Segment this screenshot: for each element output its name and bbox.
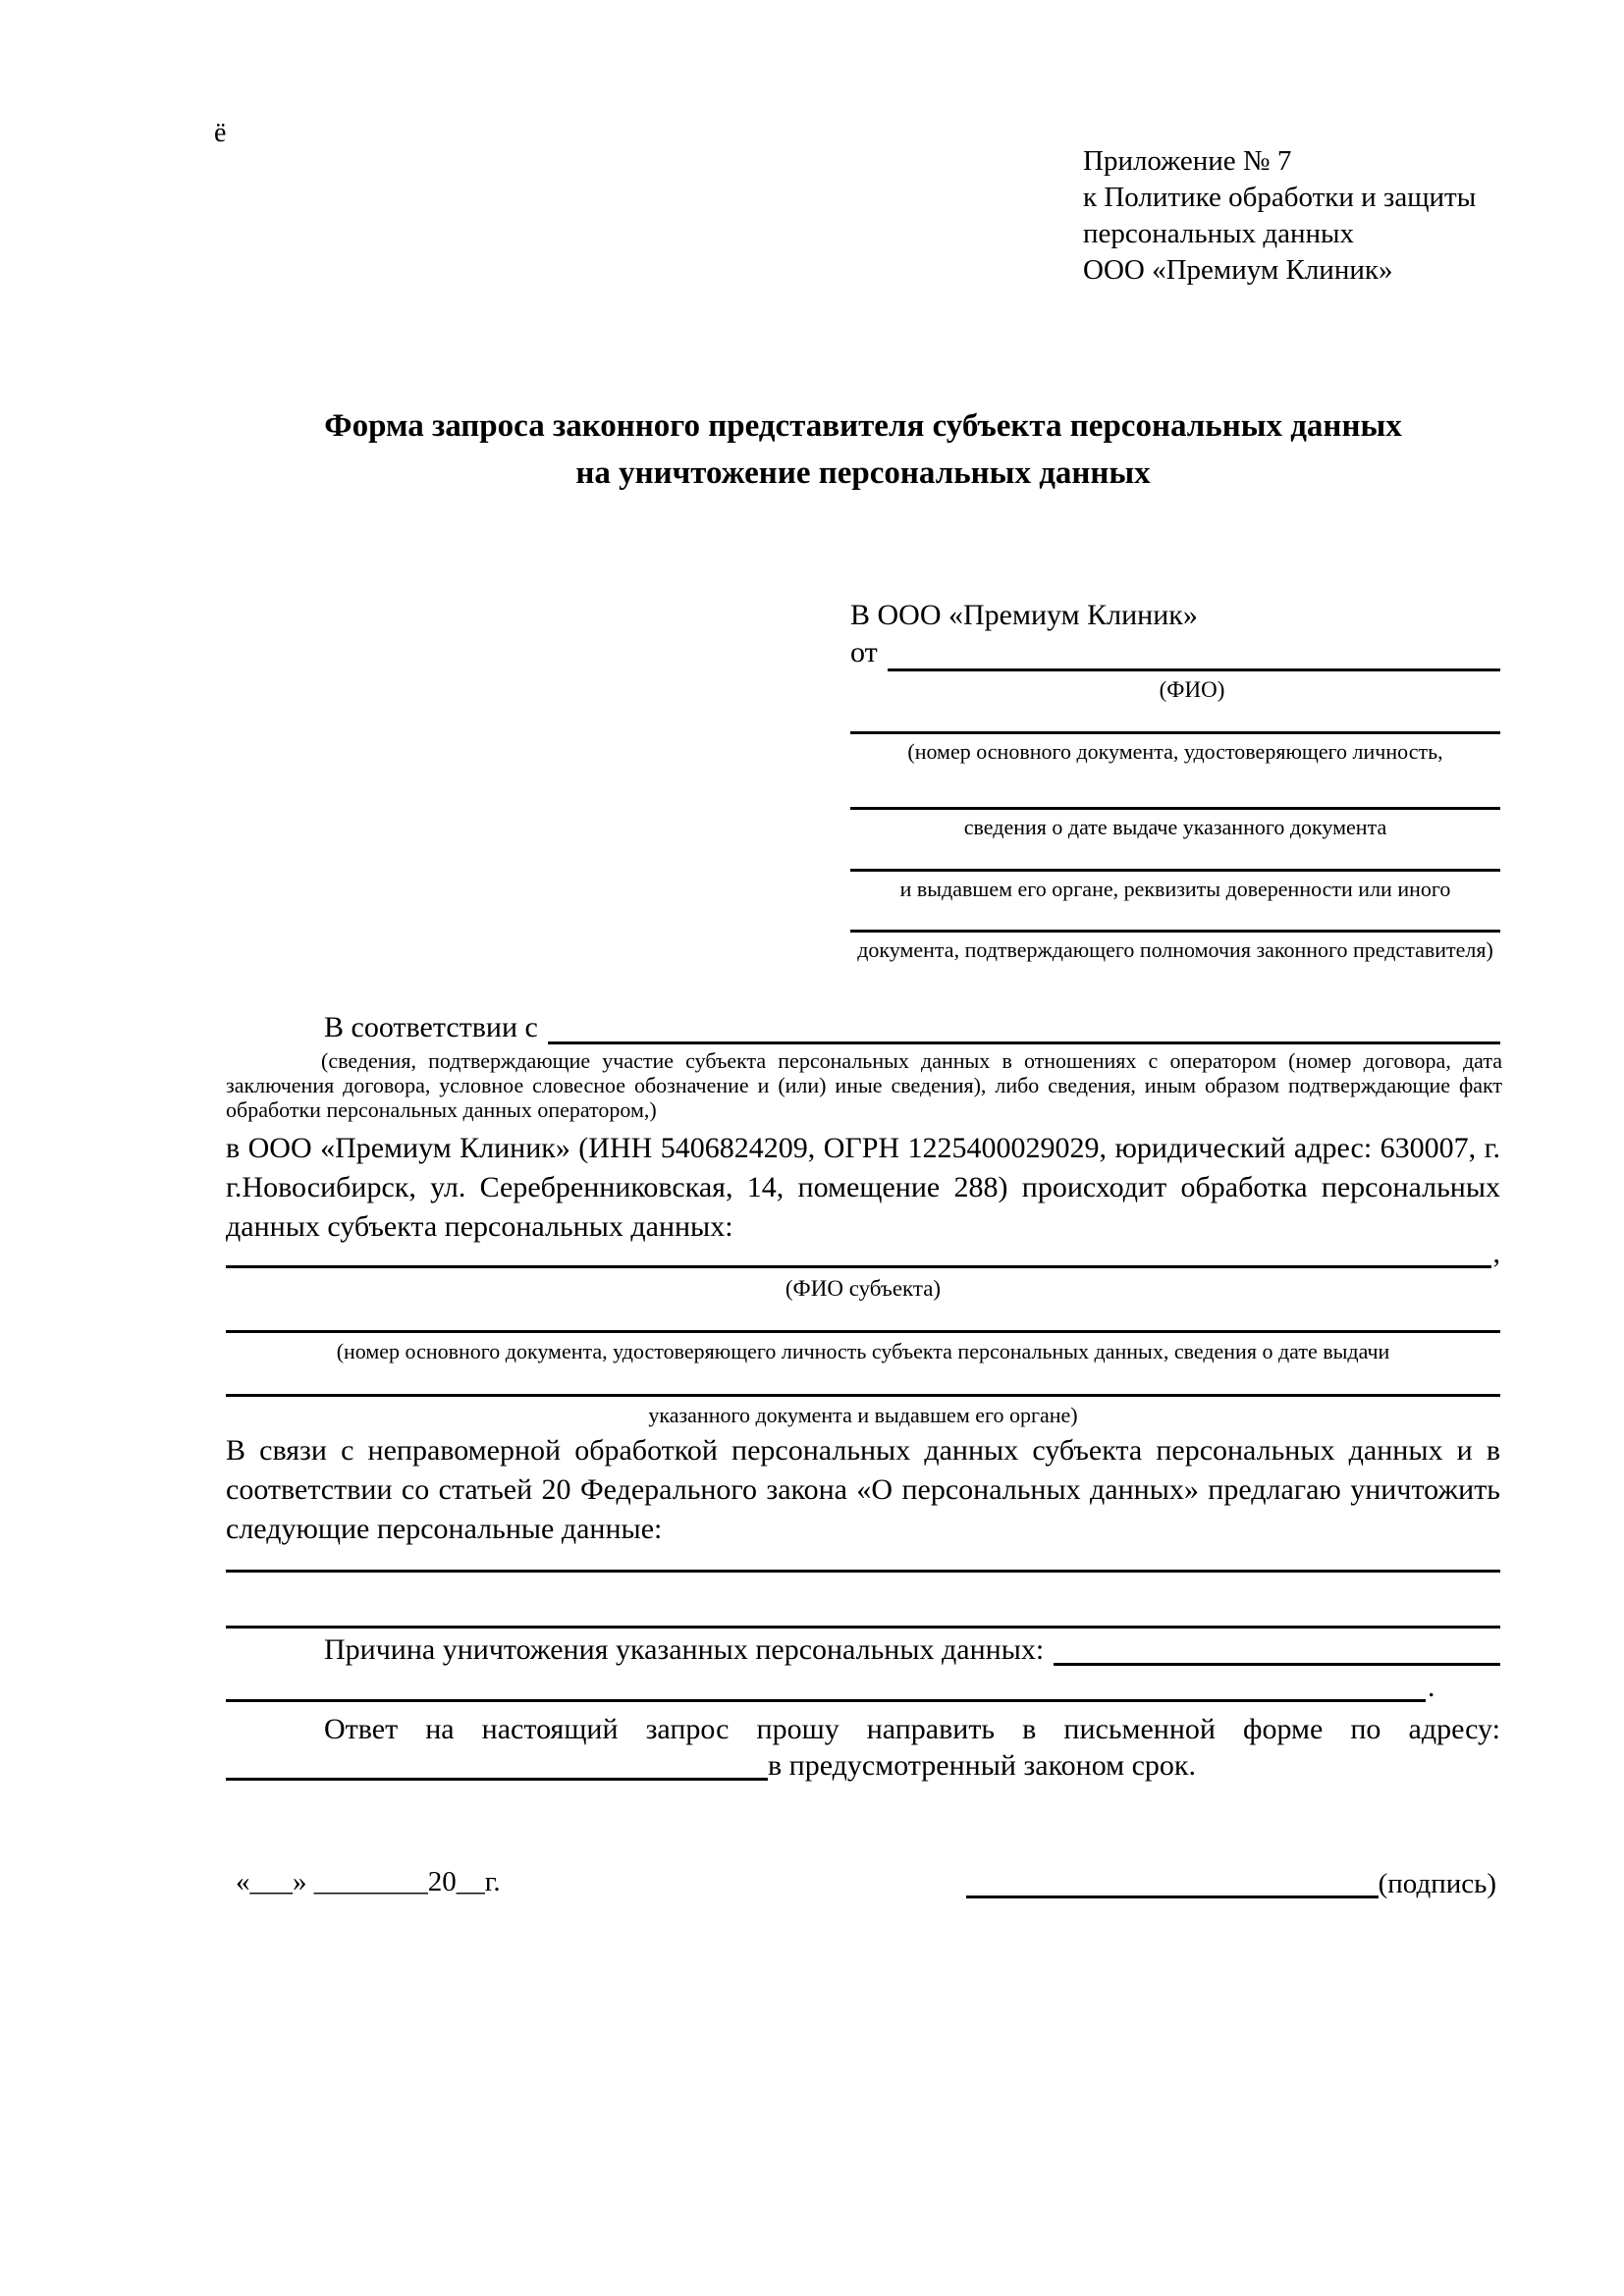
signature-caption: (подпись) — [1378, 1868, 1496, 1899]
from-row — [850, 636, 1500, 671]
subject-fio-caption: (ФИО субъекта) — [785, 1276, 942, 1301]
blank-caption: (номер основного документа, удостоверяющего личность, — [907, 739, 1443, 764]
document-title-line: Форма запроса законного представителя субъекта персональных данных — [324, 408, 1402, 444]
from-blank-line — [888, 636, 1500, 671]
subject-doc-caption-top: (номер основного документа, удостоверяющего личность субъекта персональных данных, сведения о дате выдачи — [336, 1339, 1390, 1363]
address-blank-line — [226, 1749, 768, 1781]
blank-caption: и выдавшем его органе, реквизиты доверенности или иного — [899, 877, 1451, 901]
blank-line — [226, 1394, 1500, 1397]
reason-continuation-row — [226, 1671, 1500, 1702]
appendix-line: ООО «Премиум Клиник» — [1083, 254, 1393, 286]
appendix-line: Приложение № 7 — [1083, 145, 1292, 177]
reply-tail-text: в предусмотренный законом срок. — [768, 1749, 1196, 1782]
trailing-period: . — [1428, 1671, 1435, 1703]
subject-fio-blank-line — [226, 1239, 1491, 1268]
appendix-line: персональных данных — [1083, 218, 1355, 249]
document-title — [226, 402, 1500, 497]
reply-address-row — [226, 1749, 1500, 1781]
signature-blank-line — [966, 1865, 1379, 1898]
stray-character: ё — [214, 118, 227, 148]
blank-with-caption — [850, 807, 1500, 840]
subject-fio-blank-row — [226, 1239, 1500, 1268]
blank-line — [226, 1330, 1500, 1333]
blank-caption: документа, подтверждающего полномочия законного представителя) — [857, 937, 1493, 962]
blank-with-caption — [850, 869, 1500, 902]
unlawful-processing-paragraph: В связи с неправомерной обработкой персональных данных субъекта персональных данных и в соответствии со статьей 20 Федерального закона «О персональных данных» предлагаю уничтожить следующие персональные данные: — [226, 1434, 1500, 1545]
addressee-organization: В ООО «Премиум Клиник» — [850, 599, 1198, 631]
reason-lead: Причина уничтожения указанных персональных данных: — [324, 1633, 1045, 1666]
document-title-line: на уничтожение персональных данных — [575, 455, 1151, 491]
subject-doc-caption-bottom: указанного документа и выдавшем его органе) — [648, 1403, 1078, 1427]
signature-footer — [226, 1859, 1500, 1898]
blank-with-caption — [850, 731, 1500, 765]
reply-paragraph: Ответ на настоящий запрос прошу направить в письменной форме по адресу: — [324, 1713, 1500, 1745]
blank-line — [226, 1570, 1500, 1573]
appendix-header — [1083, 143, 1476, 289]
from-label: от — [850, 636, 878, 668]
signature-row — [966, 1865, 1496, 1898]
reason-blank-line — [1054, 1633, 1500, 1666]
appendix-line: к Политике обработки и защиты — [1083, 182, 1477, 213]
accordance-blank-line — [548, 1011, 1500, 1044]
reason-continuation-blank-line — [226, 1671, 1426, 1702]
blank-caption: сведения о дате выдаче указанного документа — [963, 815, 1387, 839]
blank-with-caption — [850, 930, 1500, 963]
reason-row — [226, 1633, 1500, 1666]
accordance-lead: В соответствии с — [324, 1011, 538, 1043]
fio-caption: (ФИО) — [1159, 677, 1225, 702]
accordance-footnote: (сведения, подтверждающие участие субъекта персональных данных в отношениях с оператором (номер договора, дата заключения договора, условное словесное обозначение и (или) иные сведения), либо сведения, иным образом подтверждающие факт обработки персональных данных оператором,) — [226, 1048, 1502, 1122]
trailing-comma: , — [1492, 1237, 1500, 1269]
accordance-row — [226, 1011, 1500, 1044]
operator-paragraph: в ООО «Премиум Клиник» (ИНН 5406824209, ОГРН 1225400029029, юридический адрес: 630007, г. г.Новосибирск, ул. Серебренниковская, 14, помещение 288) происходит обработка персональных данных субъекта персональных данных: — [226, 1132, 1500, 1243]
blank-line — [226, 1626, 1500, 1629]
date-line: «___» ________20__г. — [236, 1866, 501, 1897]
